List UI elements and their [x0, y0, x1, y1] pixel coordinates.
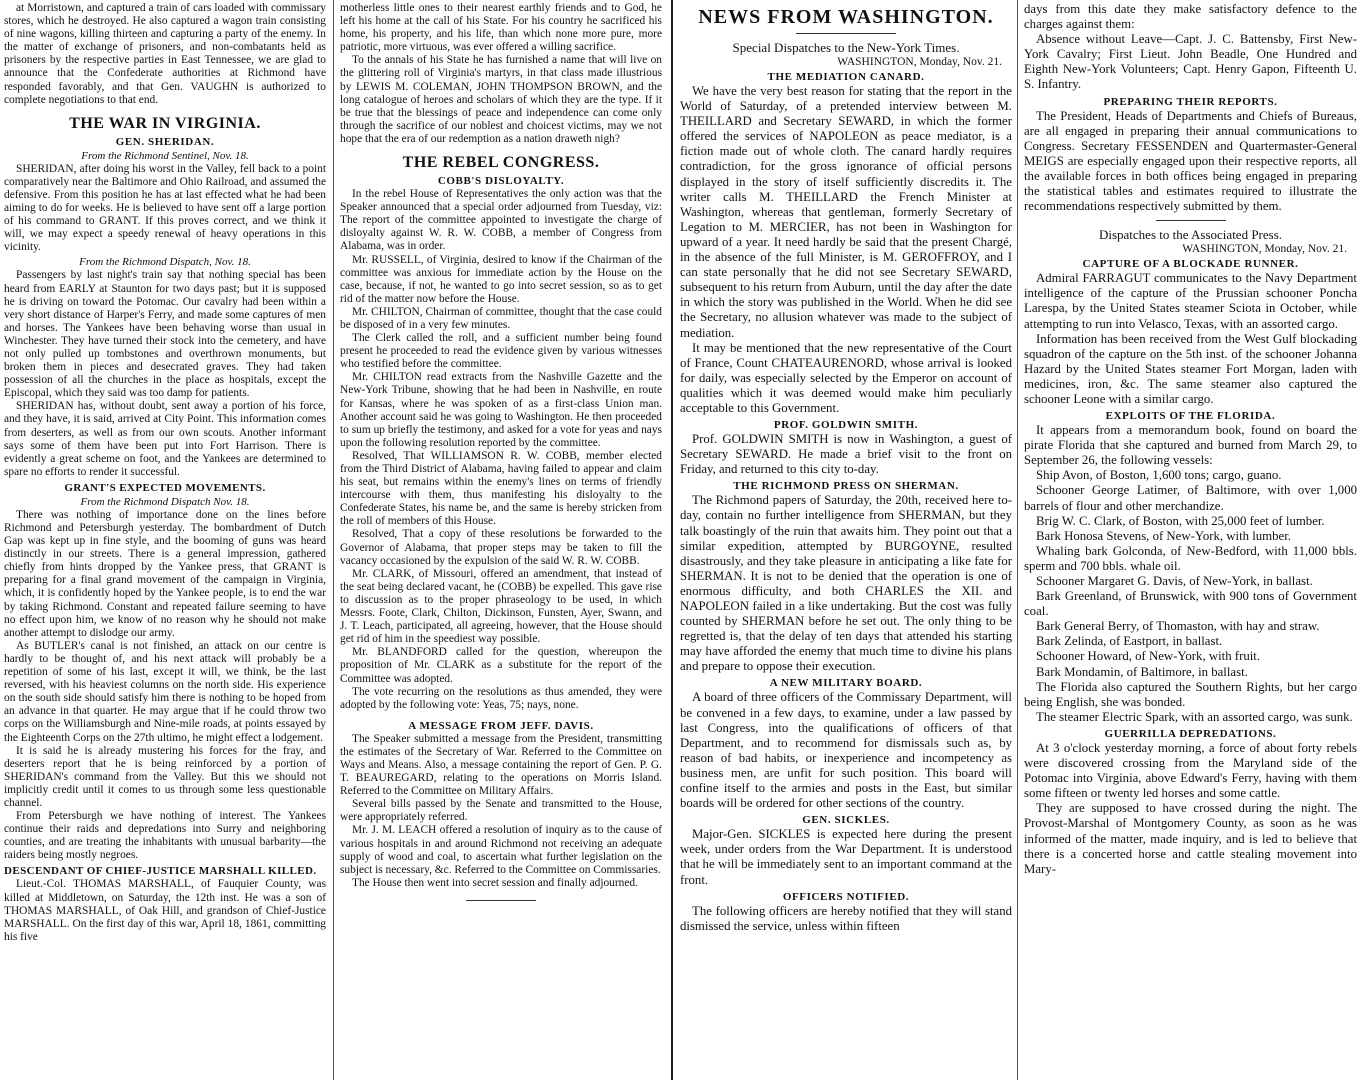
article-text: Lieut.-Col. THOMAS MARSHALL, of Fauquier County, was killed at Middletown, on Saturday, the 12th inst. He was a son of THOMAS MARSHALL, of Oak Hill, and grandson of Chief-Justice MARSHALL. On the first day of this war, April 18, 1861, committing his five [4, 878, 326, 943]
list-item: Bark Mondamin, of Baltimore, in ballast. [1036, 664, 1248, 679]
section-subhead: THE RICHMOND PRESS ON SHERMAN. [733, 480, 959, 493]
article-text: At 3 o'clock yesterday morning, a force of about forty rebels were discovered crossing from the Maryland side of the Potomac into Virginia, above Edward's Ferry, having with them some fifteen or twenty led horses and some cattle. [1024, 740, 1357, 801]
article-text: Absence without Leave—Capt. J. C. Battensby, First New-York Cavalry; First Lieut. John Beadle, One Hundred and Eighth New-York Volunteers; Capt. Henry Gapon, Fifteenth U. S. Infantry. [1024, 32, 1357, 92]
article-text: The Clerk called the roll, and a sufficient number being found present he proceeded to read the evidence given by various witnesses who testified before the committee. [340, 332, 662, 371]
section-divider [466, 900, 536, 901]
column-rule [333, 0, 334, 1080]
column-rule [671, 0, 673, 1080]
list-item: The Florida also captured the Southern Rights, but her cargo being English, she was bonded. [1024, 679, 1357, 709]
article-text: The vote recurring on the resolutions as thus amended, they were adopted by the following vote: Yeas, 75; nays, none. [340, 685, 662, 711]
article-text: Mr. BLANDFORD called for the question, whereupon the proposition of Mr. CLARK as a substitute for the report of the Committee was adopted. [340, 646, 662, 685]
article-text: It may be mentioned that the new representative of the Court of France, Count CHATEAURENORD, whose arrival is looked for daily, was especially selected by the Emperor on account of qualities which it was deemed would make him peculiarly acceptable to this Government. [680, 340, 1012, 415]
list-item: Brig W. C. Clark, of Boston, with 25,000 feet of lumber. [1036, 513, 1325, 528]
list-item: Bark General Berry, of Thomaston, with hay and straw. [1036, 619, 1320, 634]
article-text: Information has been received from the West Gulf blockading squadron of the capture on the 5th inst. of the schooner Johanna Hazard by the United States steamer Fort Morgan, laden with medicines, iron, &c. The same steamer also captured the schooner Leone with a similar cargo. [1024, 331, 1357, 406]
dateline: WASHINGTON, Monday, Nov. 21. [1182, 243, 1347, 256]
list-item: Whaling bark Golconda, of New-Bedford, with 11,000 bbls. sperm and 700 bbls. whale oil. [1024, 543, 1357, 573]
section-subhead: GEN. SICKLES. [802, 814, 890, 827]
article-text: The following officers are hereby notified that they will stand dismissed the service, unless within fifteen [680, 903, 1012, 933]
section-subhead: OFFICERS NOTIFIED. [782, 890, 910, 903]
article-text: SHERIDAN, after doing his worst in the Valley, fell back to a point comparatively near the Baltimore and Ohio Railroad, and assumed the defensive. From this position he has at last effected what he had been aiming to do for weeks. He is believed to have sent off a large portion of his command to GRANT. If this proves correct, and we think it will, we may expect a speedy renewal of heavy operations in this vicinity. [4, 162, 326, 254]
section-subhead: DESCENDANT OF CHIEF-JUSTICE MARSHALL KILLED. [4, 865, 317, 878]
column-3 [676, 0, 1016, 1080]
article-text: From Petersburgh we have nothing of interest. The Yankees continue their raids and depredations into Surry and neighboring counties, and are treating the inhabitants with unusual barbarity—the raiders being mostly negroes. [4, 810, 326, 862]
section-title: THE REBEL CONGRESS. [402, 154, 600, 172]
section-divider [1156, 220, 1226, 221]
section-subhead: PREPARING THEIR REPORTS. [1103, 95, 1278, 108]
list-item: Bark Honosa Stevens, of New-York, with lumber. [1036, 528, 1291, 543]
title-divider [796, 33, 896, 34]
article-text: It is said he is already mustering his forces for the fray, and deserters report that he is being reinforced by a portion of SHERIDAN's command from the Valley. But this we should not implicitly credit until it comes to us through some less questionable channel. [4, 744, 326, 809]
list-item: Schooner Howard, of New-York, with fruit. [1036, 649, 1261, 664]
article-text: Mr. CHILTON read extracts from the Nashville Gazette and the New-York Tribune, showing that he had been in Nashville, en route for Kansas, where he was spoken of as a first-class Union man. Another account said he was going to Washington. He then proceeded to sum up briefly the testimony, and asked for a vote for yeas and nays upon the following resolution reported by the committee. [340, 371, 662, 449]
article-text: In the rebel House of Representatives the only action was that the Speaker announced that a special order adjourned from Tuesday, viz: The report of the committee appointed to investigate the charge of disloyalty against W. R. W. COBB, a member of Congress from Alabama, was in order. [340, 188, 662, 253]
list-item: The steamer Electric Spark, with an assorted cargo, was sunk. [1036, 709, 1353, 724]
list-item: Bark Zelinda, of Eastport, in ballast. [1036, 634, 1223, 649]
article-text: A board of three officers of the Commissary Department, will be convened in a few days, to examine, under a law passed by last Congress, into the qualifications of officers of that Department, and to recommend for dismissals such as, by reason of bad habits, or inexperience and incompetency as business men, are unfit for such position. This board will confine itself to the armies and posts in the East, but similar boards will be ordered for other sections of the country. [680, 690, 1012, 811]
article-text: Mr. J. M. LEACH offered a resolution of inquiry as to the cause of various hospitals in and around Richmond not receiving an adequate supply of wood and coal, to ascertain what further legislation on the subject is necessary, &c. Referred to the Committee on Commissaries. [340, 824, 662, 876]
section-subhead: A NEW MILITARY BOARD. [769, 677, 923, 690]
article-text: There was nothing of importance done on the lines before Richmond and Petersburgh yesterday. The bombardment of Dutch Gap was kept up in fine style, and the booming of guns was heard distinctly in our streets. There is a general impression, gathered chiefly from hints dropped by the Yankee press, that GRANT is preparing for a final grand movement of the campaign in Virginia, which, it is confidently hoped by the Yankee people, is to end the war by taking Richmond. Constant and repeated failure seeming to have no effect upon him, we know of no reason why he should not make another attempt to dislodge our army. [4, 508, 326, 639]
section-subhead: GUERRILLA DEPREDATIONS. [1104, 727, 1277, 740]
article-text: SHERIDAN has, without doubt, sent away a portion of his force, and they have, it is said, arrived at City Point. This information comes from deserters, as well as from our own scouts. Another informant says some of them have been put into Fort Harrison. There is evidently a great scheme on foot, and the Yankees are determined to spare no efforts to render it successful. [4, 400, 326, 478]
resolution-text: Resolved, That WILLIAMSON R. W. COBB, member elected from the Third District of Alabama, having failed to appear and claim his seat, but remains within the enemy's lines on terms of friendly intercourse with them, thus manifesting his disloyalty to the Confederate States, his name be, and the same is hereby stricken from the roll of members of this House. [340, 449, 662, 528]
section-subhead: GRANT'S EXPECTED MOVEMENTS. [64, 481, 266, 494]
page-title: NEWS FROM WASHINGTON. [698, 6, 994, 28]
column-rule [1017, 0, 1018, 1080]
article-text: The Speaker submitted a message from the President, transmitting the estimates of the Secretary of War. Referred to the Committee on Ways and Means. Also, a message containing the report of Gen. P. G. T. BEAUREGARD, relating to the operations on Morris Island. Referred to the Committee on Military Affairs. [340, 732, 662, 798]
subtitle: Dispatches to the Associated Press. [1098, 227, 1283, 243]
source-line: From the Richmond Sentinel, Nov. 18. [81, 149, 249, 162]
article-text: Admiral FARRAGUT communicates to the Navy Department intelligence of the capture of the Prussian schooner Poncha Larespa, by the United States steamer Sciota in October, while attempting to run into Velasco, Texas, with an assorted cargo. [1024, 271, 1357, 331]
article-text: Mr. CLARK, of Missouri, offered an amendment, that instead of the seat being declared vacant, he (COBB) be expelled. This gave rise to discussion as to the proper phraseology to be used, in which Messrs. Foote, Clark, Chilton, Dickinson, Funsten, Ayer, Swann, and J. T. Leach, participated, all agreeing, however, that the House should get rid of him in the speediest way possible. [340, 567, 662, 646]
source-line: From the Richmond Dispatch Nov. 18. [80, 495, 250, 508]
article-text: Major-Gen. SICKLES is expected here during the present week, under orders from the War Department. It is understood that he will be immediately sent to an important command at the front. [680, 827, 1012, 887]
article-text: at Morristown, and captured a train of cars loaded with commissary stores, which he destroyed. He also captured a wagon train consisting of nine wagons, killing thirteen and capturing a party of the enemy. In the matter of exchange of prisoners, and non-combatants held as prisoners by the respective parties in East Tennessee, we are glad to announce that the Confederate authorities at Richmond have responded favorably, and that Gen. VAUGHN is authorized to complete negotiations to that end. [4, 2, 326, 106]
list-item: Schooner George Latimer, of Baltimore, with over 1,000 barrels of flour and other merchandize. [1024, 483, 1357, 513]
list-item: Schooner Margaret G. Davis, of New-York, in ballast. [1036, 574, 1313, 588]
section-subhead: GEN. SHERIDAN. [115, 135, 215, 148]
article-text: As BUTLER's canal is not finished, an attack on our centre is hardly to be thought of, and his next attack will probably be a repetition of some of his last, except it will, we think, be the last reversed, with his heaviest columns on the north side. His experience on the south side should satisfy him there is nothing to be hoped from an advance in that quarter. He may argue that if he could throw two corps on the Williamsburgh and Nine-mile roads, at points essayed by the Eighteenth Corps on the 27th ultimo, he might effect a lodgement. [4, 639, 326, 744]
column-4 [1020, 0, 1361, 1080]
list-item: Ship Avon, of Boston, 1,600 tons; cargo, guano. [1036, 468, 1282, 483]
article-text: It appears from a memorandum book, found on board the pirate Florida that she captured and burned from March 29, to September 26, the following vessels: [1024, 423, 1357, 468]
section-subhead: CAPTURE OF A BLOCKADE RUNNER. [1082, 258, 1299, 271]
article-text: The President, Heads of Departments and Chiefs of Bureaus, are all engaged in preparing their annual communications to Congress. Secretary FESSENDEN and Quartermaster-General MEIGS are especially engaged upon their respective reports, all the available forces in both offices being engaged in preparing the statistical tables and estimates required to illustrate the recommendations respectively submitted by them. [1024, 108, 1357, 214]
article-text: They are supposed to have crossed during the night. The Provost-Marshal of Montgomery County, as soon as he was informed of the matter, made inquiry, and is led to believe that there is a concerted horse and cattle stealing movement into Mary- [1024, 801, 1357, 876]
section-title: THE WAR IN VIRGINIA. [69, 114, 261, 132]
column-2 [336, 0, 666, 1080]
column-1 [0, 0, 330, 1080]
source-line: From the Richmond Dispatch, Nov. 18. [79, 256, 251, 269]
section-subhead: EXPLOITS OF THE FLORIDA. [1105, 410, 1276, 423]
article-text: days from this date they make satisfactory defence to the charges against them: [1024, 2, 1357, 32]
section-subhead: COBB'S DISLOYALTY. [437, 175, 565, 188]
article-text: Prof. GOLDWIN SMITH is now in Washington, a guest of Secretary SEWARD. He made a brief visit to the front on Friday, and returned to this city to-day. [680, 432, 1012, 477]
article-text: motherless little ones to their nearest earthly friends and to God, he left his home at the call of his State. For his country he sacrificed his home, his property, and his life, than which none more pure, more patriotic, more virtuous, was ever offered a willing sacrifice. [340, 2, 662, 54]
article-text: Mr. CHILTON, Chairman of committee, thought that the case could be disposed of in a very few minutes. [340, 305, 662, 331]
section-subhead: A MESSAGE FROM JEFF. DAVIS. [408, 719, 594, 732]
section-subhead: THE MEDIATION CANARD. [767, 71, 925, 83]
resolution-text: Resolved, That a copy of these resolutions be forwarded to the Governor of Alabama, that proper steps may be taken to fill the vacancy occasioned by the expulsion of the said W. R. W. COBB. [340, 528, 662, 567]
article-text: The Richmond papers of Saturday, the 20th, received here to-day, contain no further intelligence from SHERMAN, but they talk boastingly of the ruin that awaits him. They point out that a similar expedition, attempted by BURGOYNE, resulted disastrously, and they take pleasure in anticipating a like fate for SHERMAN. It is not to be denied that the operation is one of enormous difficulty, and both CHARLES the XII. and NAPOLEON failed in a like undertaking. But the cost was fully counted by SHERMAN before he set out. The only thing to be regretted is, that the delay of ten days that attended his starting may have afforded the enemy that much time to divine his plans and prepare to oppose their execution. [680, 493, 1012, 674]
article-text: Mr. RUSSELL, of Virginia, desired to know if the Chairman of the committee was anxious for immediate action by the House on the case, because, if not, he wanted to go into secret session, so as to get rid of the matter now before the House. [340, 253, 662, 305]
list-item: Bark Greenland, of Brunswick, with 900 tons of Government coal. [1024, 589, 1357, 619]
article-text: To the annals of his State he has furnished a name that will live on the glittering roll of Virginia's martyrs, in that class made illustrious by LEWIS M. COLEMAN, JOHN THOMPSON BROWN, and the long catalogue of heroes and scholars of which they are the type. If it be true that the blessings of peace and independence can come only through the sacrifice of our noblest and choicest victims, may we not hope that the era of our redemption as a nation draweth nigh? [340, 54, 662, 145]
article-text: Several bills passed by the Senate and transmitted to the House, were appropriately referred. [340, 798, 662, 824]
article-text: We have the very best reason for stating that the report in the World of Saturday, of a pretended interview between M. THEILLARD and Secretary SEWARD, in which the former offered the services of NAPOLEON as peace mediator, is a fiction made out of whole cloth. The canard hardly requires contradiction, for the gross ignorance of official persons displayed in the story of itself sufficiently discredits it. The writer calls M. THEILLARD the French Minister at Washington, whereas that gentleman, formerly Secretary of Legation to M. MERCIER, has not been in Washington for upward of a year. It need hardly be said that the present Chargé, in the absence of the full Minister, is M. GEROFFROY, and I can state personally that he did not see Secretary SEWARD, subsequent to his return from Auburn, until the day after the date in which the story was published in the World. When he did see the Secretary, no allusion whatever was made to the subject of mediation. [680, 84, 1012, 340]
subtitle: Special Dispatches to the New-York Times. [732, 40, 960, 55]
dateline: WASHINGTON, Monday, Nov. 21. [837, 56, 1002, 68]
article-text: The House then went into secret session and finally adjourned. [352, 876, 638, 889]
section-subhead: PROF. GOLDWIN SMITH. [773, 419, 919, 432]
article-text: Passengers by last night's train say that nothing special has been heard from EARLY at Staunton for two days past; but it is supposed he is driving on toward the Potomac. Our cavalry had been within a very short distance of Harper's Ferry, and made some captures of men and horses. The Yankees have been behaving worse than usual in Winchester. They have turned their stock into the cemetery, and have not only pulled up tombstones and overthrown monuments, but broken them in pieces and desecrated graves. They had taken possession of all the churches in the place as hospitals, except the Episcopal, which they said was too damp for patients. [4, 269, 326, 400]
